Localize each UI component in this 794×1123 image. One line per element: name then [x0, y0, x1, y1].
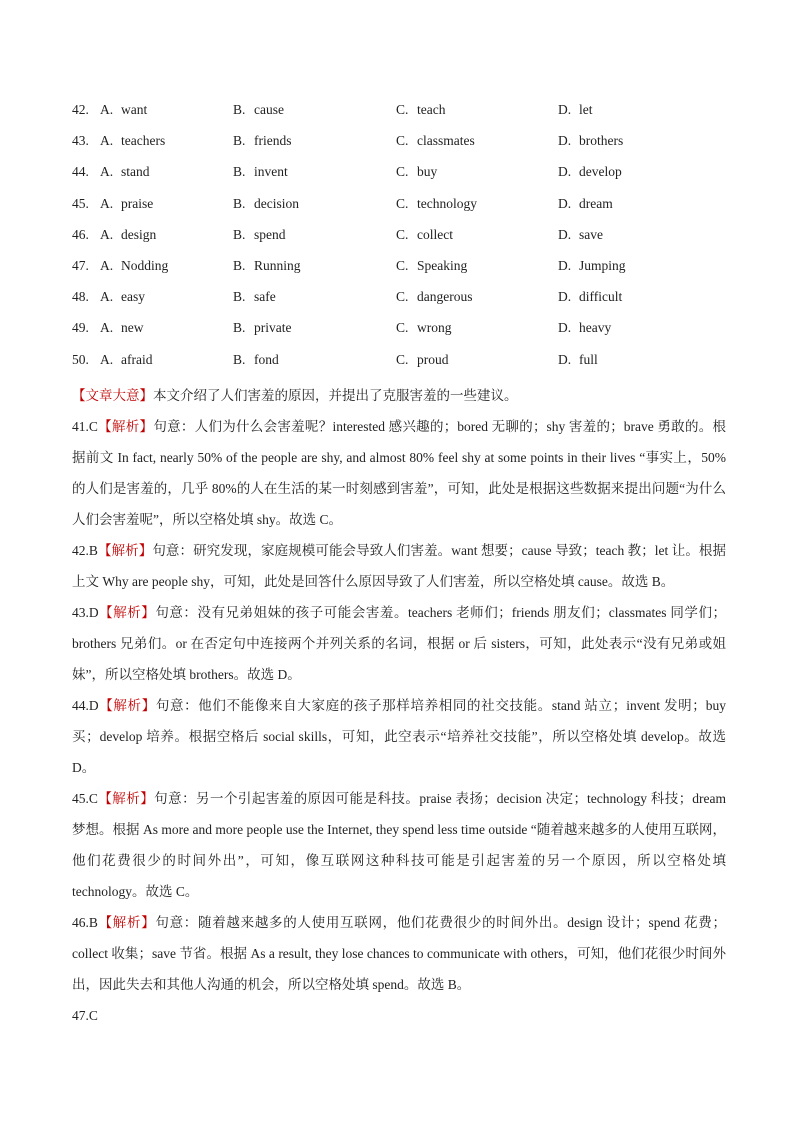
answer-paragraph: [72, 1000, 726, 1031]
choice-word: buy: [417, 164, 438, 180]
choice-word: Jumping: [579, 257, 626, 273]
choice-word: collect: [417, 226, 453, 242]
question-number: 49.: [72, 320, 89, 336]
choice-letter: B.: [233, 351, 246, 367]
choice-letter: B.: [233, 226, 246, 242]
option-choice: [558, 349, 598, 371]
question-number: 44.: [72, 164, 89, 180]
choice-word: full: [579, 351, 598, 367]
option-choice: [233, 286, 276, 308]
option-choice: [233, 193, 299, 215]
choice-letter: D.: [558, 351, 572, 367]
choice-letter: B.: [233, 257, 246, 273]
question-number: 42.: [72, 102, 89, 117]
option-choice: [72, 130, 165, 152]
option-choice: [233, 161, 288, 183]
choice-word: dream: [579, 195, 613, 211]
answer-key: 45.C: [72, 791, 98, 806]
question-number: 47.: [72, 257, 89, 273]
choice-letter: D.: [558, 102, 572, 117]
option-choice: [558, 317, 611, 339]
choice-letter: C.: [396, 289, 409, 305]
choice-letter: D.: [558, 289, 572, 305]
choice-word: teach: [417, 102, 446, 117]
choice-word: afraid: [121, 351, 153, 367]
answer-paragraph: [72, 535, 726, 597]
question-number: 48.: [72, 289, 89, 305]
analysis-text: 句意：他们不能像来自大家庭的孩子那样培养相同的社交技能。stand 站立；invent 发明；buy 买；develop 培养。根据空格后 social skills，可知，此空表示“培养社交技能”，所以空格处填 develop。故选 D。: [72, 698, 727, 775]
answer-key: 44.D: [72, 698, 99, 713]
choice-letter: A.: [100, 195, 114, 211]
choice-word: teachers: [121, 133, 166, 149]
choice-letter: C.: [396, 257, 409, 273]
choice-word: design: [121, 226, 157, 242]
choice-word: decision: [254, 195, 299, 211]
choice-word: invent: [254, 164, 288, 180]
answer-paragraph: [72, 597, 726, 690]
choice-word: difficult: [579, 289, 623, 305]
choice-word: dangerous: [417, 289, 473, 305]
analysis-tag: 【解析】: [97, 543, 153, 558]
option-choice: [72, 317, 144, 339]
option-choice: [72, 286, 145, 308]
option-choice: [396, 255, 467, 277]
choice-letter: A.: [100, 102, 114, 117]
choice-letter: B.: [233, 102, 246, 117]
answer-paragraph: [72, 411, 726, 535]
answer-paragraph: [72, 690, 726, 783]
option-choice: [72, 349, 152, 371]
choice-word: easy: [121, 289, 145, 305]
answer-paragraph: [72, 907, 726, 1000]
option-row: [72, 130, 732, 161]
choice-letter: C.: [396, 102, 409, 117]
choice-letter: C.: [396, 133, 409, 149]
option-choice: [558, 193, 613, 215]
choice-word: Speaking: [417, 257, 468, 273]
analysis-tag: 【解析】: [98, 698, 156, 713]
summary-paragraph: [72, 380, 726, 411]
analysis-section: [72, 380, 726, 1031]
analysis-tag: 【解析】: [97, 791, 155, 806]
answer-paragraph: [72, 783, 726, 907]
choice-letter: B.: [233, 133, 246, 149]
answer-key: 43.D: [72, 605, 99, 620]
choice-word: fond: [254, 351, 279, 367]
analysis-tag: 【解析】: [97, 915, 156, 930]
option-choice: [233, 255, 301, 277]
choice-letter: C.: [396, 351, 409, 367]
choice-letter: D.: [558, 195, 572, 211]
choice-letter: A.: [100, 133, 114, 149]
answer-list: [72, 411, 726, 1031]
choice-word: save: [579, 226, 603, 242]
option-row: [72, 193, 732, 224]
choice-letter: C.: [396, 164, 409, 180]
option-choice: [72, 255, 168, 277]
answer-key: 41.C: [72, 419, 98, 434]
choice-word: Running: [254, 257, 301, 273]
choice-letter: A.: [100, 289, 114, 305]
option-choice: [72, 193, 153, 215]
option-choice: [558, 224, 603, 246]
answer-key: 42.B: [72, 543, 98, 558]
summary-text: 本文介绍了人们害羞的原因，并提出了克服害羞的一些建议。: [153, 388, 518, 403]
choice-word: praise: [121, 195, 154, 211]
choice-word: spend: [254, 226, 286, 242]
analysis-tag: 【解析】: [98, 605, 156, 620]
option-choice: [396, 286, 472, 308]
answer-key: 47.C: [72, 1008, 98, 1023]
choice-word: technology: [417, 195, 477, 211]
analysis-text: 句意：没有兄弟姐妹的孩子可能会害羞。teachers 老师们；friends 朋友们；classmates 同学们；brothers 兄弟们。or 在否定句中连接两个并列关系的名词，根据 or 后 sisters，可知，此处表示“没有兄弟或姐妹”，所以空格处填 brothers。故选 D。: [72, 605, 726, 682]
choice-letter: D.: [558, 164, 572, 180]
choice-word: let: [579, 102, 593, 117]
answer-key: 46.B: [72, 915, 98, 930]
choice-word: classmates: [417, 133, 475, 149]
option-choice: [558, 255, 626, 277]
choice-letter: C.: [396, 195, 409, 211]
choice-word: want: [121, 102, 148, 117]
choice-letter: D.: [558, 226, 572, 242]
option-choice: [72, 99, 147, 121]
choice-word: Nodding: [121, 257, 169, 273]
option-row: [72, 317, 732, 348]
analysis-text: 句意：另一个引起害羞的原因可能是科技。praise 表扬；decision 决定；technology 科技；dream 梦想。根据 As more and more people use the Internet, they spend less time outside “随着越来越多的人使用互联网，他们花费很少的时间外出”，可知，像互联网这种科技可能是引起害羞的另一个原因，所以空格处填 technology。故选 C。: [72, 791, 726, 899]
choice-letter: A.: [100, 226, 114, 242]
choice-letter: A.: [100, 320, 114, 336]
option-choice: [233, 224, 286, 246]
option-choice: [233, 317, 291, 339]
analysis-text: 句意：研究发现，家庭规模可能会导致人们害羞。want 想要；cause 导致；teach 教；let 让。根据上文 Why are people shy，可知，此处是回答什么原因导致了人们害羞，所以空格处填 cause。故选 B。: [72, 543, 726, 589]
analysis-text: 句意：人们为什么会害羞呢？interested 感兴趣的；bored 无聊的；shy 害羞的；brave 勇敢的。根据前文 In fact, nearly 50% of the people are shy, and almost 80% feel shy at some points in their lives “事实上，50%的人们是害羞的，几乎 80%的人在生活的某一时刻感到害羞”，可知，此处是根据这些数据来提出问题“为什么人们会害羞呢”，所以空格处填 shy。故选 C。: [72, 419, 727, 527]
option-choice: [558, 286, 622, 308]
choice-letter: D.: [558, 257, 572, 273]
choice-letter: A.: [100, 257, 114, 273]
choice-word: cause: [254, 102, 284, 117]
option-row: [72, 349, 732, 380]
choice-word: heavy: [579, 320, 612, 336]
option-choice: [396, 161, 437, 183]
option-choice: [72, 161, 150, 183]
choice-word: friends: [254, 133, 292, 149]
choice-letter: B.: [233, 320, 246, 336]
question-number: 43.: [72, 133, 89, 149]
analysis-tag: 【解析】: [97, 419, 154, 434]
option-choice: [233, 349, 279, 371]
option-row: [72, 286, 732, 317]
option-row: [72, 161, 732, 192]
option-choice: [72, 224, 156, 246]
choice-word: proud: [417, 351, 449, 367]
option-row: [72, 255, 732, 286]
option-choice: [396, 224, 453, 246]
option-choice: [233, 99, 284, 121]
choice-letter: C.: [396, 320, 409, 336]
analysis-text: 句意：随着越来越多的人使用互联网，他们花费很少的时间外出。design 设计；spend 花费；collect 收集；save 节省。根据 As a result, they lose chances to communicate with others，可知，他们花很少时间外出，因此失去和其他人沟通的机会，所以空格处填 spend。故选 B。: [72, 915, 726, 992]
option-choice: [396, 99, 445, 121]
option-choice: [396, 130, 475, 152]
choice-word: safe: [254, 289, 276, 305]
choice-letter: A.: [100, 164, 114, 180]
choice-letter: D.: [558, 133, 572, 149]
option-choice: [396, 193, 477, 215]
choice-word: private: [254, 320, 292, 336]
option-row: [72, 99, 732, 130]
choice-word: stand: [121, 164, 150, 180]
choice-word: brothers: [579, 133, 624, 149]
choice-letter: B.: [233, 289, 246, 305]
choice-word: develop: [579, 164, 622, 180]
question-number: 46.: [72, 226, 89, 242]
option-row: [72, 224, 732, 255]
option-choice: [558, 161, 622, 183]
question-number: 50.: [72, 351, 89, 367]
options-list: [72, 99, 732, 380]
option-choice: [558, 99, 593, 121]
option-choice: [558, 130, 623, 152]
choice-letter: A.: [100, 351, 114, 367]
choice-letter: C.: [396, 226, 409, 242]
question-number: 45.: [72, 195, 89, 211]
choice-letter: D.: [558, 320, 572, 336]
option-choice: [396, 349, 449, 371]
option-choice: [233, 130, 292, 152]
choice-word: new: [121, 320, 144, 336]
choice-letter: B.: [233, 164, 246, 180]
option-choice: [396, 317, 452, 339]
summary-tag: 【文章大意】: [72, 388, 153, 403]
choice-word: wrong: [417, 320, 452, 336]
choice-letter: B.: [233, 195, 246, 211]
